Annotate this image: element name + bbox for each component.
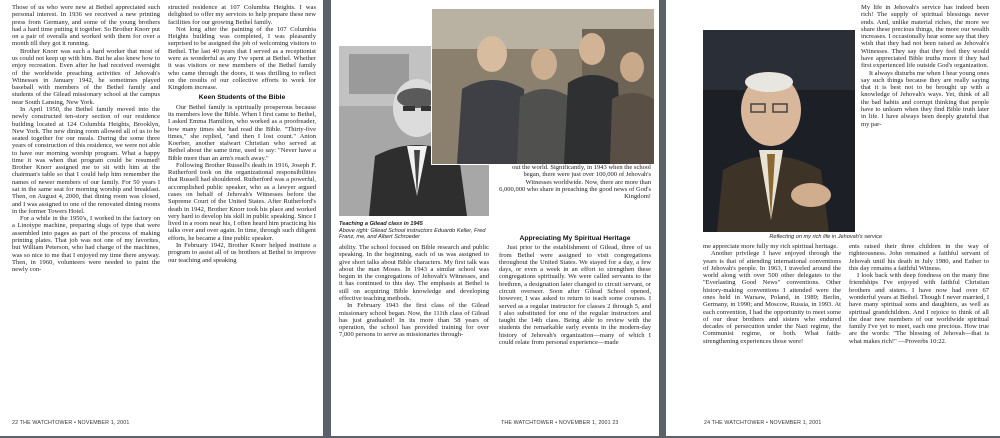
- photo-wrap-text: [499, 164, 651, 200]
- subheading: Keen Students of the Bible: [198, 94, 286, 102]
- paragraph: Just prior to the establishment of Gilead, three of us from Bethel were assigned to visit congregations throughout the United States. We stayed for a day, a few days, or even a week in an effort to strengthen these congregations spiritually. We were called servants to the brethren, a designation later changed to circuit servant, or circuit overseer. Soon after Gilead School opened, however, I was asked to return to teach some courses. I served as a regular instructor for classes 2 through 5, and I also substituted for one of the regular instructors and taught the 14th class. Being able to review with the students the remarkable early events in the modern-day history of Jehovah's organization—many of which I could relate from personal experience—made: [499, 244, 651, 346]
- paragraph: Another privilege I have enjoyed through the years is that of attending international conventions of Jehovah's people. In 1963, I traveled around the world along with over 500 other delegates to the "Everlasting Good News" conventions. Other history-making conventions I attended were the ones held in Warsaw, Poland, in 1989; Berlin, Germany, in 1990; and Moscow, Russia, in 1993. At each convention, I had the opportunity to meet some of our dear brothers and sisters who endured decades of persecution under the Nazi regime, the Communist regime, or both. What faith-strengthening experiences those were!: [703, 250, 841, 345]
- paragraph: out the world. Significantly, in 1943 when the school began, there were just over 100,000 of Jehovah's Witnesses worldwide. Now, there are more than 6,000,000 who share in preaching the good news of God's Kingdom!: [499, 164, 651, 201]
- page-24: [666, 0, 1000, 436]
- paragraph: structed residence at 107 Columbia Heights. I was delighted to offer my services to help prepare these new facilities for our growing Bethel family.: [168, 4, 316, 26]
- portrait-caption: Reflecting on my rich life in Jehovah's service: [769, 234, 882, 240]
- paragraph: ents raised their three children in the way of righteousness. John remained a faithful servant of Jehovah until his death in July 1980, and Esther to this day remains a faithful Witness.: [849, 243, 989, 272]
- paragraph: It always disturbs me when I hear young ones say such things because they are really saying that it is best not to be brought up with a knowledge of Jehovah's ways. Yet, think of all the bad habits and corrupt thinking that people have to unlearn when they find Bible truth later in life. I have always been deeply grateful that my par-: [861, 69, 989, 128]
- page22-column-2: [168, 4, 316, 264]
- page22-footer: 22 THE WATCHTOWER • NOVEMBER 1, 2001: [12, 420, 130, 426]
- paragraph: Brother Knorr was such a hard worker that most of us could not keep up with him. But he also knew how to enjoy recreation. Even after he had received oversight of the worldwide preaching activities of Jehovah's Witnesses in January 1942, he sometimes played baseball with members of the Bethel family and students of the Gilead missionary school at the campus near South Lansing, New York.: [12, 47, 160, 106]
- page22-column-1: [12, 4, 160, 273]
- paragraph: me appreciate more fully my rich spiritual heritage.: [703, 243, 838, 250]
- caption-title: Teaching a Gilead class in 1945: [339, 221, 423, 227]
- page-23: [331, 0, 659, 436]
- paragraph: Our Bethel family is spiritually prosperous because its members love the Bible. When I first came to Bethel, I asked Emma Hamilton, who worked as a proofreader, how many times she had read the Bible. "Thirty-five times," she replied, "and then I lost count." Anton Koerber, another stalwart Christian who served at Bethel about the same time, used to say: "Never have a Bible more than an arm's reach away.": [168, 103, 316, 162]
- photo-wrap-text: [861, 4, 989, 128]
- paragraph: In February 1942, Brother Knorr helped institute a program to assist all of us brothers at Bethel to improve our teaching and speaking: [168, 242, 316, 264]
- paragraph: In April 1950, the Bethel family moved into the newly constructed ten-story section of our residence building located at 124 Columbia Heights, Brooklyn, New York. The new dining room allowed all of us to be seated together for our meals. During the some three years of construction of this residence, we were not able to have our morning worship program. What a happy time it was when that program could be resumed! Brother Knorr assigned me to sit with him at the chairman's table so that I could help him remember the names of newer members of our family. For 50 years I sat in the same seat for morning worship and breakfast. Then, on August 4, 2000, that dining room was closed, and I was assigned to one of the renovated dining rooms in the former Towers Hotel.: [12, 105, 160, 215]
- page24-column-2: [849, 243, 989, 345]
- page23-column-2: [499, 232, 651, 346]
- paragraph: Those of us who were new at Bethel appreciated such personal interest. In 1936 we received a new printing press from Germany, and some of the young brothers had a hard time putting it together. So Brother Knorr put on a pair of overalls and worked with them for over a month till they got it running.: [12, 4, 160, 48]
- photo-caption: [339, 221, 499, 241]
- paragraph: ability. The school focused on Bible research and public speaking. In the beginning, each of us was assigned to give short talks about Bible characters. My first talk was about the man Moses. In 1943 a similar school was begun in the congregations of Jehovah's Witnesses, and it has continued to this day. The emphasis at Bethel is still on acquiring Bible knowledge and developing effective teaching methods.: [339, 244, 489, 302]
- paragraph: I look back with deep fondness on the many fine friendships I've enjoyed with faithful Christian brothers and sisters. I have now had over 67 wonderful years at Bethel. Though I never married, I have many spiritual sons and daughters, as well as spiritual grandchildren. And I rejoice to think of all the dear new members of our worldwide spiritual family I've yet to meet, each one precious. How true are the words: "The blessing of Jehovah—that is what makes rich!" —Proverbs 10:22.: [849, 272, 989, 345]
- paragraph: In February 1943 the first class of the Gilead missionary school began. Now, the 111th class of Gilead has just graduated! In its more than 58 years of operation, the school has provided training for over 7,000 persons to serve as missionaries through-: [339, 302, 489, 339]
- subheading: Appreciating My Spiritual Heritage: [519, 235, 631, 242]
- paragraph: Following Brother Russell's death in 1916, Joseph F. Rutherford took on the organizational responsibilities that Russell had shouldered. Rutherford was a powerful, accomplished public speaker, who as a lawyer argued cases on behalf of Jehovah's Witnesses before the Supreme Court of the United States. After Rutherford's death in 1942, Brother Knorr took his place and worked very hard to develop his skill in public speaking. Since I lived in a room near his, I often heard him practicing his talks over and over again. In time, through such diligent efforts, he became a fine public speaker.: [168, 161, 316, 242]
- page24-footer: 24 THE WATCHTOWER • NOVEMBER 1, 2001: [704, 420, 822, 426]
- gilead-instructors-photo: [431, 8, 655, 165]
- portrait-photo: [703, 30, 855, 232]
- caption-text: Above right: Gilead School instructors Eduardo Keller, Fred Franz, me, and Albert Schroeder: [339, 227, 486, 241]
- paragraph: My life in Jehovah's service has indeed been rich! The supply of spiritual blessings never ends. And, unlike material riches, the more we share these precious things, the more our wealth increases. I occasionally hear some say that they wish that they had not been raised as Jehovah's Witnesses. They say that they feel they would have appreciated Bible truths more if they had first experienced life outside God's organization.: [861, 4, 989, 70]
- page-22: [0, 0, 323, 436]
- page24-column-1: [703, 243, 841, 345]
- paragraph: For a while in the 1950's, I worked in the factory on a Linotype machine, preparing slugs of type that were assembled into pages as part of the process of making printing plates. That job was not one of my favorites, but William Peterson, who had charge of the machines, was so nice to me that I enjoyed my time there anyway. Then, in 1960, volunteers were needed to paint the newly con-: [12, 215, 160, 274]
- paragraph: Not long after the painting of the 107 Columbia Heights building was completed, I was pleasantly surprised to be assigned the job of welcoming visitors to Bethel. The last 40 years that I served as a receptionist were as wonderful as any I've spent at Bethel. Whether it was visitors or new members of the Bethel family who came through the doors, it was thrilling to reflect on the results of our collective efforts to work for Kingdom increase.: [168, 25, 316, 92]
- page23-column-1: [339, 244, 489, 339]
- page23-footer: THE WATCHTOWER • NOVEMBER 1, 2001 23: [501, 420, 619, 426]
